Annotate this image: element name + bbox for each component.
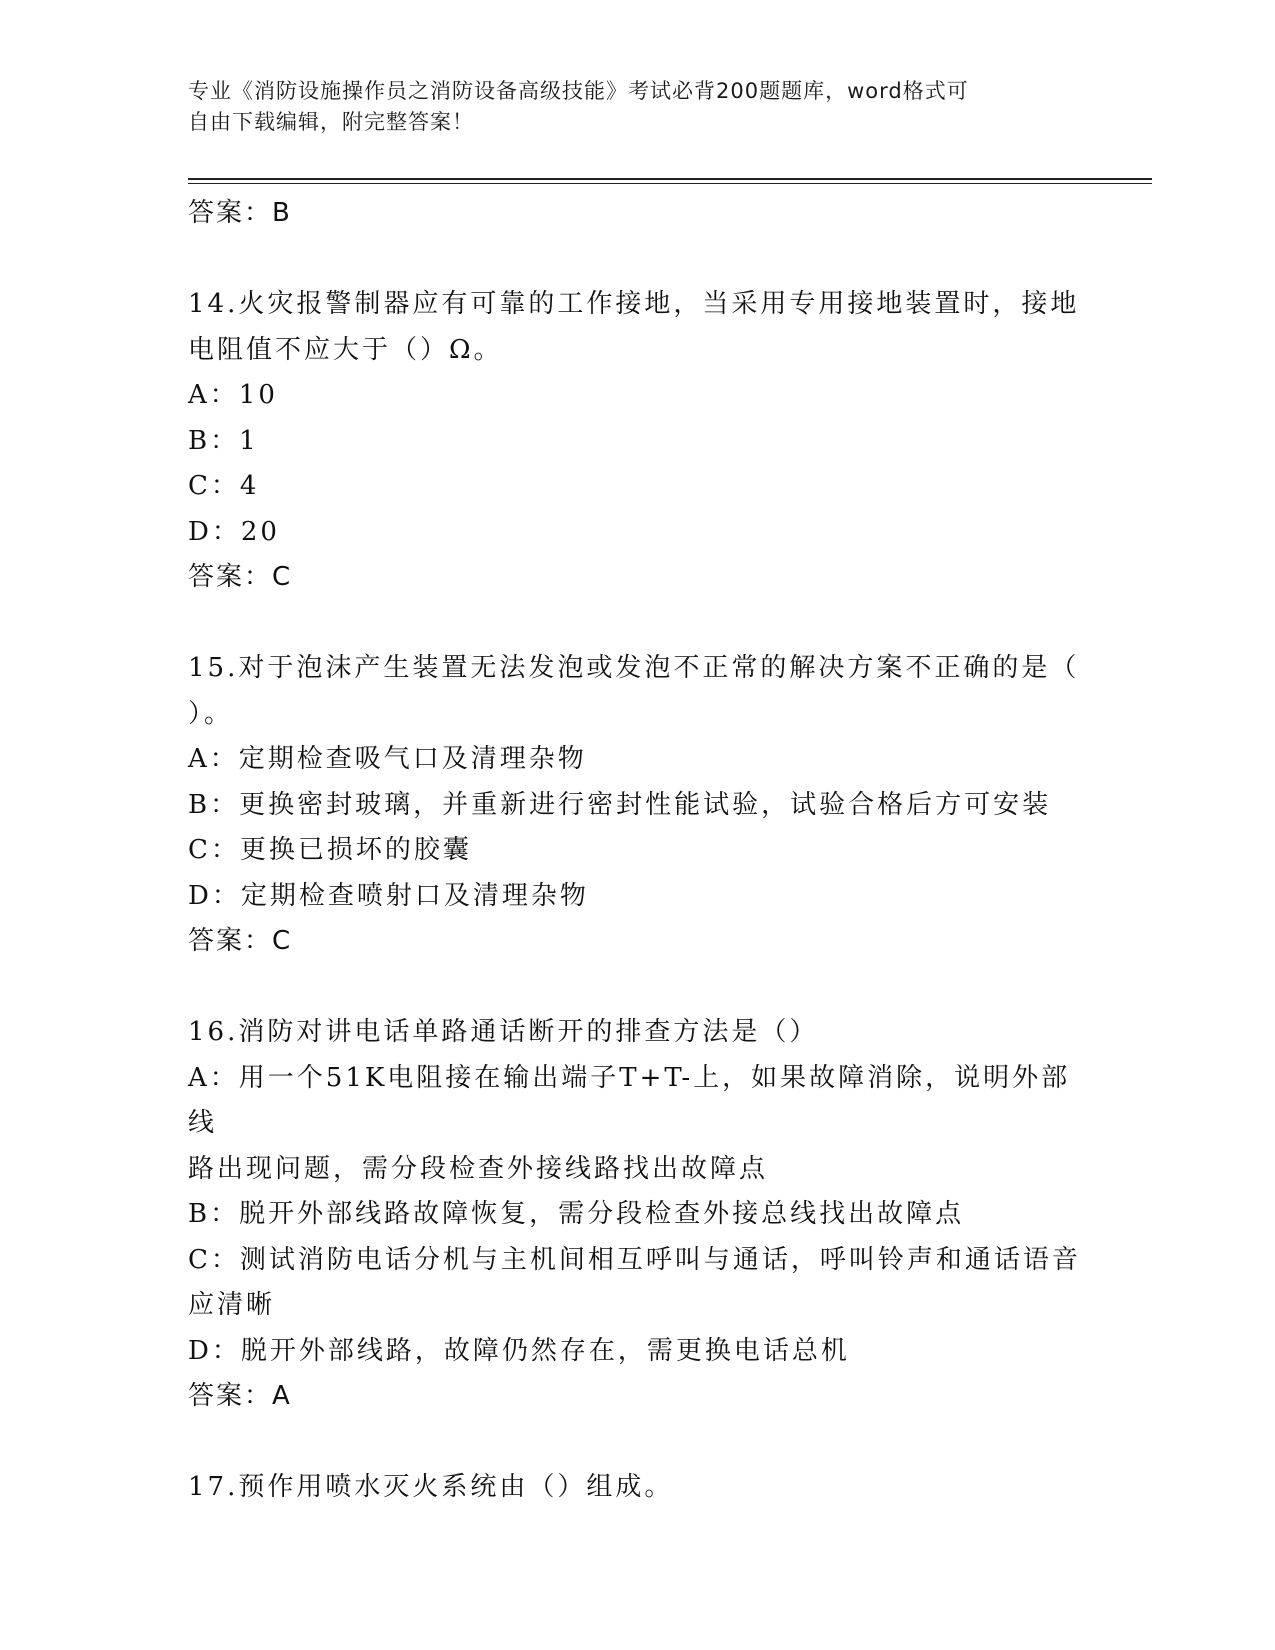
option-d: D：20 (188, 516, 280, 547)
option-c: C：更换已损坏的胶囊 (188, 835, 472, 865)
answer-line: 答案：C (188, 926, 293, 956)
question-stem: ）。 (188, 698, 234, 729)
option-d: D：定期检查喷射口及清理杂物 (188, 880, 589, 911)
header-line-1: 专业《消防设施操作员之消防设备高级技能》考试必背200题题库，word格式可 (188, 79, 969, 103)
header-divider (188, 178, 1152, 180)
question-stem: 17.预作用喷水灭火系统由（）组成。 (188, 1472, 674, 1502)
option-b: B：更换密封玻璃，并重新进行密封性能试验，试验合格后方可安装 (188, 789, 1052, 820)
option-a: A：用一个51K电阻接在输出端子T+T-上，如果故障消除，说明外部线 (188, 1062, 1071, 1138)
header-line-2: 自由下载编辑，附完整答案！ (188, 110, 474, 134)
option-b: B：1 (188, 425, 259, 456)
answer-line: 答案：A (188, 1381, 292, 1411)
answer-line: 答案：C (188, 562, 293, 592)
question-15 (188, 646, 1088, 965)
question-stem: 16.消防对讲电话单路通话断开的排查方法是（） (188, 1017, 819, 1047)
option-b: B：脱开外部线路故障恢复，需分段检查外接总线找出故障点 (188, 1199, 965, 1229)
question-16 (188, 1010, 1088, 1420)
question-stem: 电阻值不应大于（）Ω。 (188, 334, 503, 365)
option-a: A：10 (188, 380, 278, 410)
page-header (188, 76, 1068, 138)
option-a: A：定期检查吸气口及清理杂物 (188, 744, 587, 774)
option-c: C：测试消防电话分机与主机间相互呼叫与通话，呼叫铃声和通话语音 (188, 1244, 1081, 1275)
option-c-continued: 应清晰 (188, 1290, 276, 1320)
question-17 (188, 1465, 1088, 1511)
answer-line: 答案：B (188, 198, 292, 228)
document-body (188, 191, 1088, 1511)
header-divider-thin (188, 183, 1152, 184)
option-c: C：4 (188, 471, 260, 501)
question-14 (188, 282, 1088, 601)
question-stem: 14.火灾报警制器应有可靠的工作接地，当采用专用接地装置时，接地 (188, 289, 1080, 319)
option-a-continued: 路出现问题，需分段检查外接线路找出故障点 (188, 1153, 769, 1184)
option-d: D：脱开外部线路，故障仍然存在，需更换电话总机 (188, 1335, 850, 1366)
question-stem: 15.对于泡沫产生装置无法发泡或发泡不正常的解决方案不正确的是（ (188, 653, 1080, 683)
